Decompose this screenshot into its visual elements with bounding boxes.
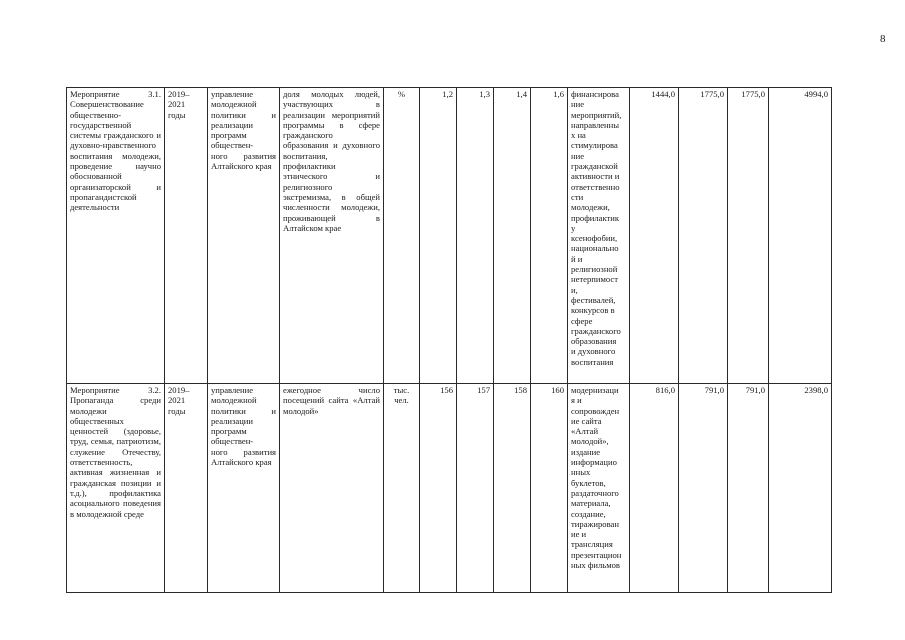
period-cell: 2019– 2021 годы [165,88,208,384]
executor-cell: управление молодежной политики и реализации программ обществен- ного развития Алтайского края [208,384,280,593]
event-cell: Мероприятие 3.2. Пропаганда среди молодежи общественных ценностей (здоровье, труд, семья, патриотизм, служение Отечеству, ответственность, активная жизненная и гражданская позиции и т.д.), профилактика асоциального поведения в молодежной среде [67,384,165,593]
value-cell-2021: 160 [531,384,568,593]
unit-cell: % [384,88,420,384]
value-cell-2021: 1,6 [531,88,568,384]
funding-cell-2019: 1444,0 [630,88,679,384]
table-row [67,88,832,384]
value-cell-2020: 158 [494,384,531,593]
unit-cell: тыс. чел. [384,384,420,593]
financing-cell: модернизаци я и сопровожден ие сайта «Алтай молодой», издание информацио нных буклетов, раздаточного материала, создание, тиражирован ие и трансляция презентацион ных фильмов [568,384,630,593]
funding-total-cell: 4994,0 [769,88,832,384]
funding-cell-2019: 816,0 [630,384,679,593]
funding-cell-2021: 1775,0 [728,88,769,384]
indicator-cell: доля молодых людей, участвующих в реализации мероприятий программы в сфере гражданского образования и духовного воспитания, профилактики этнического и религиозного экстремизма, в общей численности молодежи, проживающей в Алтайском крае [280,88,384,384]
event-cell: Мероприятие 3.1. Совершенствование общественно-государственной системы гражданского и духовно-нравственного воспитания молодежи, проведение научно обоснованной организаторской и пропагандистской деятельности [67,88,165,384]
program-measures-table [66,87,832,593]
funding-cell-2021: 791,0 [728,384,769,593]
period-cell: 2019– 2021 годы [165,384,208,593]
indicator-cell: ежегодное число посещений сайта «Алтай молодой» [280,384,384,593]
funding-cell-2020: 1775,0 [679,88,728,384]
funding-cell-2020: 791,0 [679,384,728,593]
table-row [67,384,832,593]
financing-cell: финансирова ние мероприятий, направленны х на стимулирова ние гражданской активности и ответственно сти молодежи, профилактик у ксенофобии, национально й и религиозной нетерпимост и, фестивалей, конкурсов в сфере гражданского образования и духовного воспитания [568,88,630,384]
value-cell-2018: 156 [420,384,457,593]
value-cell-2018: 1,2 [420,88,457,384]
funding-total-cell: 2398,0 [769,384,832,593]
value-cell-2019: 1,3 [457,88,494,384]
executor-cell: управление молодежной политики и реализации программ обществен- ного развития Алтайского края [208,88,280,384]
page-number: 8 [880,33,886,45]
value-cell-2020: 1,4 [494,88,531,384]
value-cell-2019: 157 [457,384,494,593]
